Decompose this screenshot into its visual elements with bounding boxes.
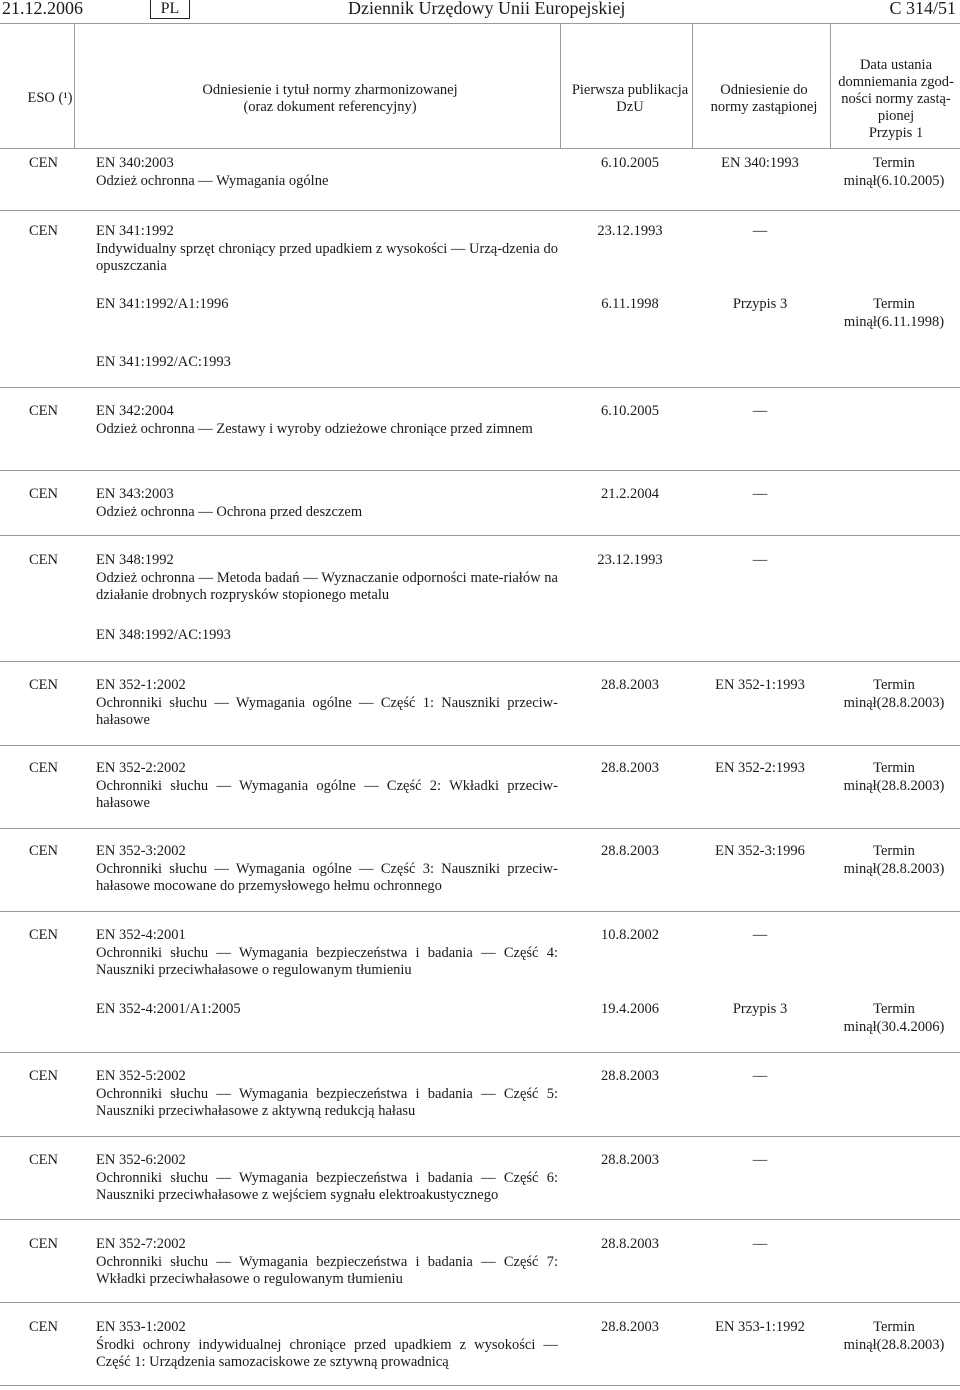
cessation-date-cell: Termin minął(6.11.1998) [843, 296, 945, 330]
standard-code: EN 352-5:2002 [96, 1068, 186, 1084]
superseded-standard-cell: EN 353-1:1992 [715, 1319, 805, 1335]
eso-cell: CEN [29, 403, 58, 419]
eso-cell: CEN [29, 843, 58, 859]
first-publication-cell: 28.8.2003 [601, 760, 659, 776]
issue-date: 21.12.2006 [2, 0, 83, 18]
superseded-standard-cell: — [752, 1236, 768, 1252]
standard-code: EN 343:2003 [96, 486, 174, 502]
standard-title: Ochronniki słuchu — Wymagania bezpieczeństwa i badania — Część 7: Wkładki przeciwhałasowe o regulowanym tłumieniu [96, 1253, 558, 1287]
eso-cell: CEN [29, 677, 58, 693]
standard-cell [96, 1319, 558, 1372]
first-publication-cell: 6.10.2005 [601, 155, 659, 171]
standard-cell [96, 486, 558, 521]
standard-code: EN 352-3:2002 [96, 843, 186, 859]
standard-code: EN 348:1992/AC:1993 [96, 627, 231, 643]
col-eso: ESO (¹) [27, 90, 73, 106]
standard-title: Ochronniki słuchu — Wymagania bezpieczeństwa i badania — Część 6: Nauszniki przeciwhałasowe z wejściem sygnału elektroakustycznego [96, 1169, 558, 1203]
row-divider [0, 1219, 960, 1220]
row-divider [0, 911, 960, 912]
standard-code: EN 341:1992 [96, 223, 174, 239]
first-publication-cell: 10.8.2002 [601, 927, 659, 943]
standard-code: EN 353-1:2002 [96, 1319, 186, 1335]
standard-cell [96, 552, 558, 605]
standard-cell [96, 354, 558, 372]
standard-cell [96, 1068, 558, 1121]
eso-cell: CEN [29, 223, 58, 239]
standard-code: EN 352-7:2002 [96, 1236, 186, 1252]
header-rule [0, 23, 960, 24]
row-divider [0, 470, 960, 471]
standard-cell [96, 1236, 558, 1289]
standard-title: Odzież ochronna — Ochrona przed deszczem [96, 503, 363, 520]
row-divider [0, 1302, 960, 1303]
standard-title: Odzież ochronna — Zestawy i wyroby odzieżowe chroniące przed zimnem [96, 420, 533, 437]
page-header [0, 0, 960, 20]
col-superseded: Odniesienie do normy zastąpionej [710, 82, 818, 115]
standard-title: Ochronniki słuchu — Wymagania ogólne — Część 1: Nauszniki przeciw-​hałasowe [96, 694, 558, 728]
standard-title: Ochronniki słuchu — Wymagania bezpieczeństwa i badania — Część 5: Nauszniki przeciwhałasowe z aktywną redukcją hałasu [96, 1085, 558, 1119]
row-divider [0, 210, 960, 211]
superseded-standard-cell: — [752, 552, 768, 568]
row-divider [0, 661, 960, 662]
superseded-standard-cell: — [752, 927, 768, 943]
standard-title: Środki ochrony indywidualnej chroniące przed upadkiem z wysokości — Część 1: Urządzenia samozaciskowe ze sztywną prowadnicą [96, 1336, 558, 1370]
row-divider [0, 387, 960, 388]
first-publication-cell: 28.8.2003 [601, 1152, 659, 1168]
row-divider [0, 828, 960, 829]
journal-title: Dziennik Urzędowy Unii Europejskiej [348, 0, 626, 18]
standard-cell [96, 843, 558, 896]
row-divider [0, 1052, 960, 1053]
eso-cell: CEN [29, 1236, 58, 1252]
standard-code: EN 341:1992/A1:1996 [96, 296, 229, 312]
standard-cell [96, 155, 558, 190]
standard-title: Indywidualny sprzęt chroniący przed upadkiem z wysokości — Urzą-​dzenia do opuszczania [96, 240, 558, 274]
eso-cell: CEN [29, 927, 58, 943]
standard-title: Odzież ochronna — Wymagania ogólne [96, 172, 329, 189]
superseded-standard-cell: — [752, 403, 768, 419]
eso-cell: CEN [29, 1068, 58, 1084]
standard-code: EN 352-1:2002 [96, 677, 186, 693]
col-reference: Odniesienie i tytuł normy zharmonizowanej (oraz dokument referencyjny) [202, 82, 458, 115]
first-publication-cell: 28.8.2003 [601, 1319, 659, 1335]
first-publication-cell: 6.11.1998 [601, 296, 659, 312]
standard-code: EN 341:1992/AC:1993 [96, 354, 231, 370]
eso-cell: CEN [29, 760, 58, 776]
standard-title: Ochronniki słuchu — Wymagania bezpieczeństwa i badania — Część 4: Nauszniki przeciwhałasowe o regulowanym tłumieniu [96, 944, 558, 978]
superseded-standard-cell: — [752, 486, 768, 502]
table-header [0, 40, 960, 148]
superseded-standard-cell: — [752, 1152, 768, 1168]
standard-code: EN 352-6:2002 [96, 1152, 186, 1168]
standard-cell [96, 403, 558, 438]
superseded-standard-cell: EN 352-3:1996 [715, 843, 805, 859]
column-divider [74, 24, 75, 148]
standard-cell [96, 760, 558, 813]
standard-code: EN 340:2003 [96, 155, 174, 171]
standard-cell [96, 1152, 558, 1205]
row-divider [0, 148, 960, 149]
standard-code: EN 348:1992 [96, 552, 174, 568]
standard-cell [96, 627, 558, 645]
first-publication-cell: 6.10.2005 [601, 403, 659, 419]
standard-code: EN 352-2:2002 [96, 760, 186, 776]
column-divider [830, 24, 831, 148]
standard-title: Odzież ochronna — Metoda badań — Wyznaczanie odporności mate-​riałów na działanie drobnych rozprysków stopionego metalu [96, 569, 558, 603]
first-publication-cell: 23.12.1993 [597, 552, 663, 568]
superseded-standard-cell: EN 352-1:1993 [715, 677, 805, 693]
col-cessation: Data ustania domniemania zgod- ności normy zastą- pionej Przypis 1 [838, 57, 954, 141]
col-first-publication: Pierwsza publikacja DzU [571, 82, 689, 115]
superseded-standard-cell: Przypis 3 [732, 296, 788, 312]
standard-title: Ochronniki słuchu — Wymagania ogólne — Część 2: Wkładki przeciw-​hałasowe [96, 777, 558, 811]
eso-cell: CEN [29, 1152, 58, 1168]
cessation-date-cell: Termin minął(6.10.2005) [843, 155, 945, 189]
standard-cell [96, 1001, 558, 1019]
cessation-date-cell: Termin minął(28.8.2003) [843, 677, 945, 711]
superseded-standard-cell: Przypis 3 [732, 1001, 788, 1017]
eso-cell: CEN [29, 552, 58, 568]
standard-cell [96, 677, 558, 730]
superseded-standard-cell: — [752, 223, 768, 239]
first-publication-cell: 19.4.2006 [601, 1001, 659, 1017]
language-badge: PL [150, 0, 190, 19]
cessation-date-cell: Termin minął(28.8.2003) [843, 843, 945, 877]
superseded-standard-cell: EN 340:1993 [721, 155, 799, 171]
standard-code: EN 352-4:2001/A1:2005 [96, 1001, 241, 1017]
cessation-date-cell: Termin minął(28.8.2003) [843, 760, 945, 794]
eso-cell: CEN [29, 155, 58, 171]
row-divider [0, 535, 960, 536]
row-divider [0, 1385, 960, 1386]
page-number: C 314/51 [889, 0, 956, 18]
standard-cell [96, 296, 558, 314]
row-divider [0, 1136, 960, 1137]
row-divider [0, 745, 960, 746]
eso-cell: CEN [29, 1319, 58, 1335]
first-publication-cell: 28.8.2003 [601, 677, 659, 693]
standard-code: EN 352-4:2001 [96, 927, 186, 943]
first-publication-cell: 28.8.2003 [601, 843, 659, 859]
standard-title: Ochronniki słuchu — Wymagania ogólne — Część 3: Nauszniki przeciw-​hałasowe mocowane do przemysłowego hełmu ochronnego [96, 860, 558, 894]
column-divider [692, 24, 693, 148]
first-publication-cell: 28.8.2003 [601, 1068, 659, 1084]
eso-cell: CEN [29, 486, 58, 502]
standard-code: EN 342:2004 [96, 403, 174, 419]
first-publication-cell: 28.8.2003 [601, 1236, 659, 1252]
superseded-standard-cell: — [752, 1068, 768, 1084]
superseded-standard-cell: EN 352-2:1993 [715, 760, 805, 776]
standard-cell [96, 223, 558, 276]
cessation-date-cell: Termin minął(30.4.2006) [843, 1001, 945, 1035]
column-divider [560, 24, 561, 148]
first-publication-cell: 23.12.1993 [597, 223, 663, 239]
standard-cell [96, 927, 558, 980]
cessation-date-cell: Termin minął(28.8.2003) [843, 1319, 945, 1353]
first-publication-cell: 21.2.2004 [601, 486, 659, 502]
